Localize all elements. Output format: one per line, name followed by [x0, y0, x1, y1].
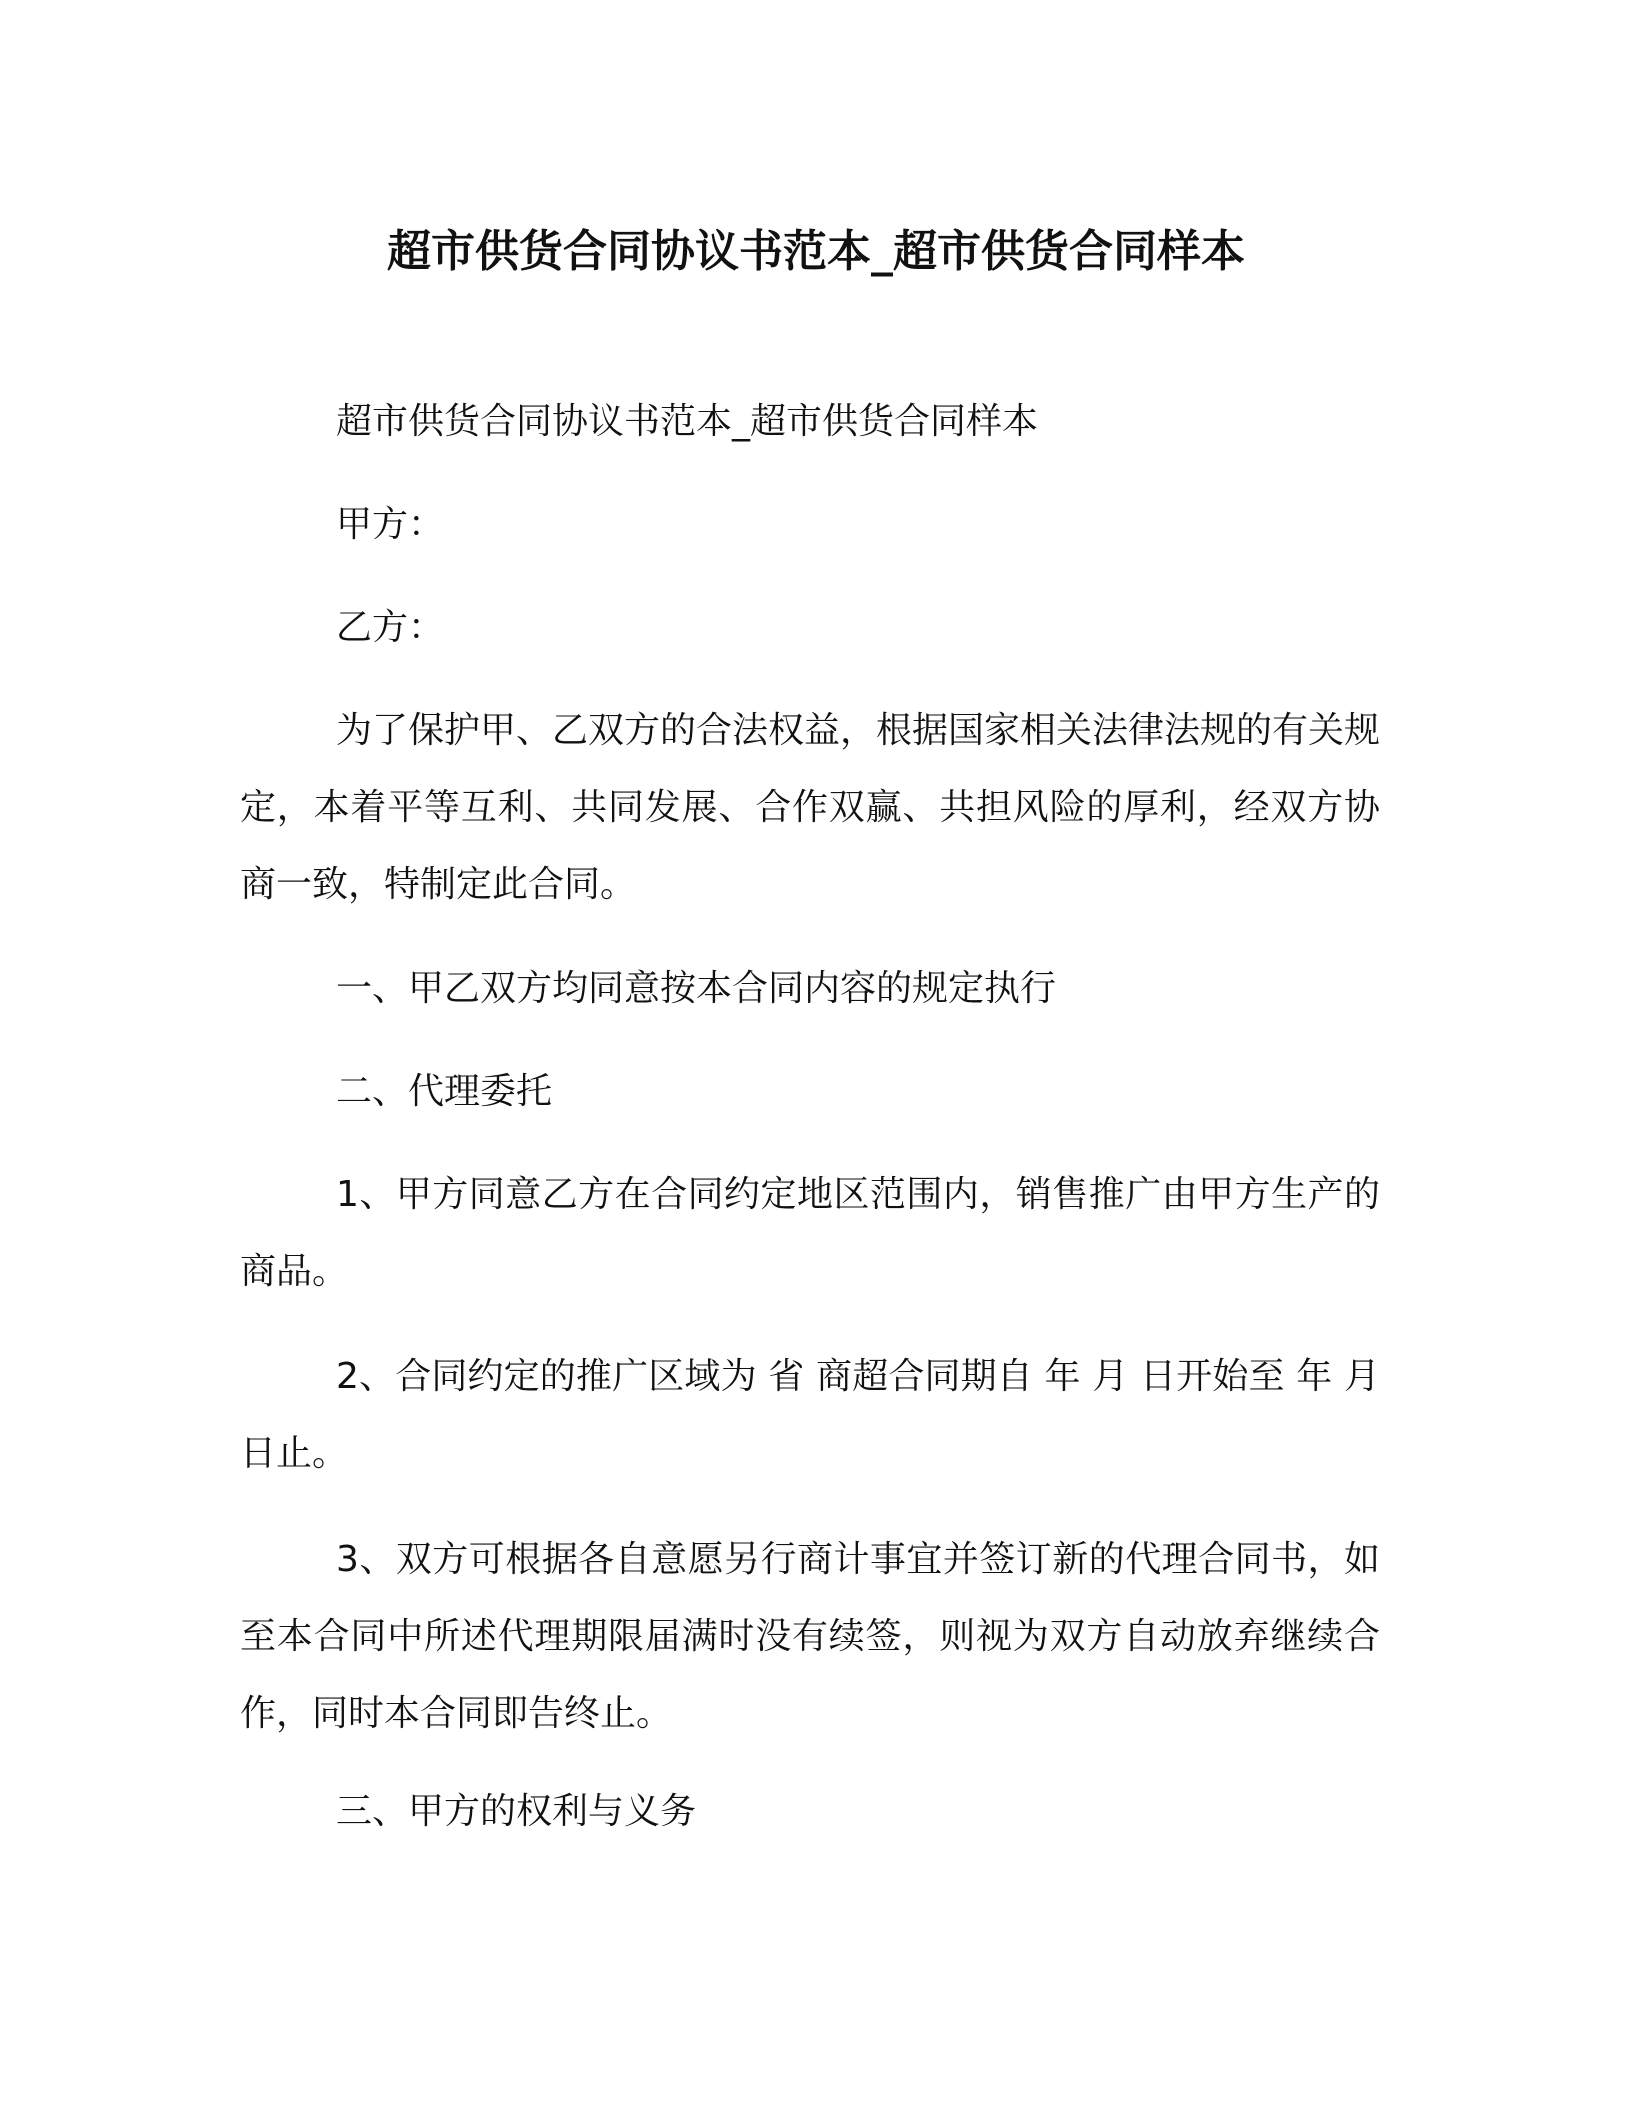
clause-3-paragraph: 3、双方可根据各自意愿另行商计事宜并签订新的代理合同书，如至本合同中所述代理期限届满时没有续签，则视为双方自动放弃继续合作，同时本合同即告终止。	[240, 1539, 1380, 1734]
clause-1-paragraph: 1、甲方同意乙方在合同约定地区范围内，销售推广由甲方生产的商品。	[240, 1174, 1380, 1292]
section-2-heading: 二、代理委托	[336, 1071, 553, 1112]
intro-paragraph: 为了保护甲、乙双方的合法权益，根据国家相关法律法规的有关规定，本着平等互利、共同发展、合作双赢、共担风险的厚利，经双方协商一致，特制定此合同。	[240, 710, 1381, 905]
party-b-label: 乙方：	[336, 607, 445, 648]
document-title: 超市供货合同协议书范本_超市供货合同样本	[387, 226, 1245, 277]
document-subtitle: 超市供货合同协议书范本_超市供货合同样本	[336, 401, 1039, 442]
clause-2-paragraph: 2、合同约定的推广区域为 省 商超合同期自 年 月 日开始至 年 月日止。	[240, 1356, 1380, 1474]
party-a-label: 甲方：	[336, 504, 445, 545]
section-1-heading: 一、甲乙双方均同意按本合同内容的规定执行	[336, 968, 1057, 1009]
section-3-heading: 三、甲方的权利与义务	[336, 1791, 697, 1832]
